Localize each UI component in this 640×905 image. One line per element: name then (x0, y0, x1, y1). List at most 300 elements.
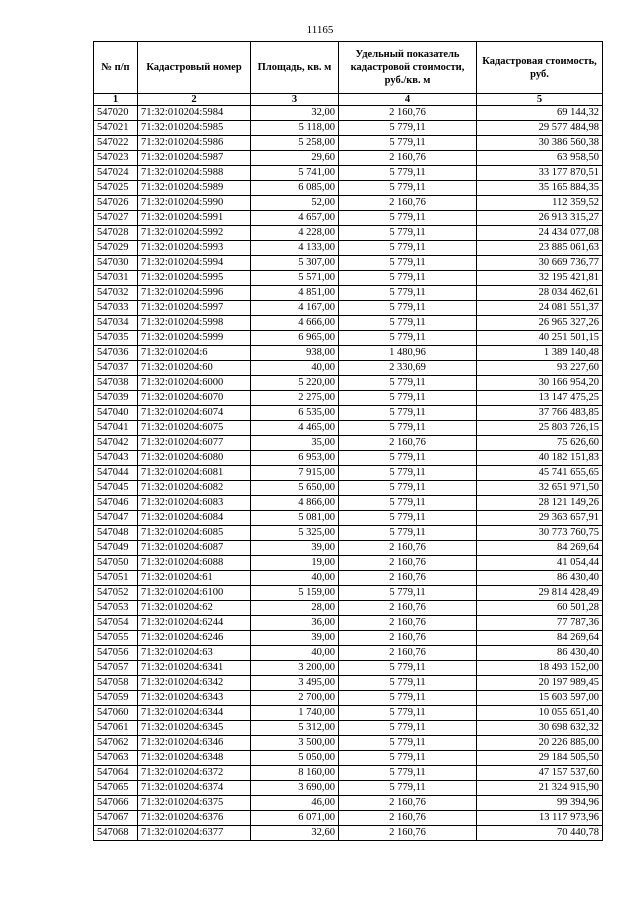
cadastral-value-cell: 18 493 152,00 (477, 661, 603, 676)
area-cell: 5 741,00 (251, 166, 339, 181)
area-cell: 6 535,00 (251, 406, 339, 421)
area-cell: 5 220,00 (251, 376, 339, 391)
table-row (94, 556, 603, 571)
unit-value-cell: 2 160,76 (339, 151, 477, 166)
cadastral-number-cell: 71:32:010204:5996 (138, 286, 251, 301)
cadastral-number-cell: 71:32:010204:6374 (138, 781, 251, 796)
cadastral-value-cell: 1 389 140,48 (477, 346, 603, 361)
area-cell: 46,00 (251, 796, 339, 811)
cadastral-value-cell: 29 814 428,49 (477, 586, 603, 601)
row-number-cell: 547038 (94, 376, 138, 391)
unit-value-cell: 5 779,11 (339, 391, 477, 406)
row-number-cell: 547046 (94, 496, 138, 511)
table-row (94, 751, 603, 766)
unit-value-cell: 5 779,11 (339, 211, 477, 226)
row-number-cell: 547064 (94, 766, 138, 781)
row-number-cell: 547047 (94, 511, 138, 526)
table-row (94, 781, 603, 796)
row-number-cell: 547036 (94, 346, 138, 361)
cadastral-value-cell: 13 117 973,96 (477, 811, 603, 826)
table-row (94, 436, 603, 451)
row-number-cell: 547026 (94, 196, 138, 211)
row-number-cell: 547031 (94, 271, 138, 286)
cadastral-number-cell: 71:32:010204:5985 (138, 121, 251, 136)
row-number-cell: 547041 (94, 421, 138, 436)
unit-value-cell: 5 779,11 (339, 376, 477, 391)
table-row (94, 421, 603, 436)
unit-value-cell: 5 779,11 (339, 451, 477, 466)
table-row (94, 241, 603, 256)
cadastral-number-cell: 71:32:010204:5994 (138, 256, 251, 271)
cadastral-table (93, 41, 603, 841)
table-row (94, 571, 603, 586)
unit-value-cell: 5 779,11 (339, 766, 477, 781)
cadastral-value-cell: 40 182 151,83 (477, 451, 603, 466)
area-cell: 938,00 (251, 346, 339, 361)
table-row (94, 826, 603, 841)
cadastral-number-cell: 71:32:010204:5993 (138, 241, 251, 256)
cadastral-value-cell: 32 195 421,81 (477, 271, 603, 286)
area-cell: 40,00 (251, 571, 339, 586)
table-row (94, 106, 603, 121)
unit-value-cell: 5 779,11 (339, 121, 477, 136)
unit-value-cell: 5 779,11 (339, 301, 477, 316)
table-row (94, 451, 603, 466)
cadastral-value-cell: 41 054,44 (477, 556, 603, 571)
cadastral-number-cell: 71:32:010204:5989 (138, 181, 251, 196)
row-number-cell: 547050 (94, 556, 138, 571)
row-number-cell: 547029 (94, 241, 138, 256)
unit-value-cell: 5 779,11 (339, 136, 477, 151)
cadastral-value-cell: 45 741 655,65 (477, 466, 603, 481)
area-cell: 5 307,00 (251, 256, 339, 271)
row-number-cell: 547056 (94, 646, 138, 661)
unit-value-cell: 2 330,69 (339, 361, 477, 376)
cadastral-value-cell: 20 197 989,45 (477, 676, 603, 691)
unit-value-cell: 5 779,11 (339, 661, 477, 676)
cadastral-value-cell: 30 166 954,20 (477, 376, 603, 391)
row-number-cell: 547066 (94, 796, 138, 811)
table-row (94, 166, 603, 181)
cadastral-value-cell: 30 386 560,38 (477, 136, 603, 151)
cadastral-number-cell: 71:32:010204:5997 (138, 301, 251, 316)
unit-value-cell: 2 160,76 (339, 571, 477, 586)
cadastral-number-cell: 71:32:010204:5988 (138, 166, 251, 181)
unit-value-cell: 5 779,11 (339, 316, 477, 331)
cadastral-number-cell: 71:32:010204:6348 (138, 751, 251, 766)
cadastral-number-cell: 71:32:010204:5990 (138, 196, 251, 211)
cadastral-number-cell: 71:32:010204:5991 (138, 211, 251, 226)
row-number-cell: 547037 (94, 361, 138, 376)
table-row (94, 676, 603, 691)
table-row (94, 361, 603, 376)
unit-value-cell: 2 160,76 (339, 796, 477, 811)
area-cell: 4 851,00 (251, 286, 339, 301)
unit-value-cell: 5 779,11 (339, 751, 477, 766)
table-row (94, 331, 603, 346)
cadastral-number-cell: 71:32:010204:6070 (138, 391, 251, 406)
unit-value-cell: 5 779,11 (339, 271, 477, 286)
table-row (94, 316, 603, 331)
table-row (94, 181, 603, 196)
row-number-cell: 547045 (94, 481, 138, 496)
header-area: Площадь, кв. м (251, 42, 339, 94)
cadastral-value-cell: 40 251 501,15 (477, 331, 603, 346)
area-cell: 29,60 (251, 151, 339, 166)
unit-value-cell: 5 779,11 (339, 331, 477, 346)
row-number-cell: 547030 (94, 256, 138, 271)
area-cell: 39,00 (251, 631, 339, 646)
unit-value-cell: 5 779,11 (339, 406, 477, 421)
cadastral-value-cell: 26 965 327,26 (477, 316, 603, 331)
cadastral-number-cell: 71:32:010204:6372 (138, 766, 251, 781)
row-number-cell: 547062 (94, 736, 138, 751)
table-body (94, 106, 603, 841)
row-number-cell: 547042 (94, 436, 138, 451)
cadastral-number-cell: 71:32:010204:6084 (138, 511, 251, 526)
cadastral-value-cell: 28 121 149,26 (477, 496, 603, 511)
column-number: 1 (94, 94, 138, 106)
row-number-cell: 547025 (94, 181, 138, 196)
cadastral-value-cell: 25 803 726,15 (477, 421, 603, 436)
table-row (94, 811, 603, 826)
table-row (94, 466, 603, 481)
row-number-cell: 547060 (94, 706, 138, 721)
table-row (94, 226, 603, 241)
table-row (94, 541, 603, 556)
table-row (94, 196, 603, 211)
unit-value-cell: 5 779,11 (339, 421, 477, 436)
cadastral-value-cell: 77 787,36 (477, 616, 603, 631)
row-number-cell: 547023 (94, 151, 138, 166)
cadastral-value-cell: 10 055 651,40 (477, 706, 603, 721)
unit-value-cell: 5 779,11 (339, 721, 477, 736)
row-number-cell: 547027 (94, 211, 138, 226)
row-number-cell: 547021 (94, 121, 138, 136)
area-cell: 6 071,00 (251, 811, 339, 826)
cadastral-number-cell: 71:32:010204:6376 (138, 811, 251, 826)
cadastral-value-cell: 20 226 885,00 (477, 736, 603, 751)
unit-value-cell: 5 779,11 (339, 676, 477, 691)
cadastral-value-cell: 84 269,64 (477, 631, 603, 646)
row-number-cell: 547033 (94, 301, 138, 316)
row-number-cell: 547024 (94, 166, 138, 181)
cadastral-value-cell: 99 394,96 (477, 796, 603, 811)
unit-value-cell: 5 779,11 (339, 736, 477, 751)
cadastral-number-cell: 71:32:010204:6375 (138, 796, 251, 811)
unit-value-cell: 2 160,76 (339, 196, 477, 211)
cadastral-value-cell: 29 577 484,98 (477, 121, 603, 136)
table-row (94, 766, 603, 781)
header-row (94, 42, 603, 94)
cadastral-number-cell: 71:32:010204:6343 (138, 691, 251, 706)
row-number-cell: 547053 (94, 601, 138, 616)
unit-value-cell: 5 779,11 (339, 286, 477, 301)
cadastral-value-cell: 69 144,32 (477, 106, 603, 121)
area-cell: 2 275,00 (251, 391, 339, 406)
cadastral-number-cell: 71:32:010204:6077 (138, 436, 251, 451)
table-row (94, 511, 603, 526)
cadastral-number-cell: 71:32:010204:5984 (138, 106, 251, 121)
unit-value-cell: 5 779,11 (339, 526, 477, 541)
row-number-cell: 547057 (94, 661, 138, 676)
column-number: 2 (138, 94, 251, 106)
unit-value-cell: 5 779,11 (339, 481, 477, 496)
table-row (94, 721, 603, 736)
unit-value-cell: 5 779,11 (339, 511, 477, 526)
cadastral-number-cell: 71:32:010204:5999 (138, 331, 251, 346)
cadastral-value-cell: 63 958,50 (477, 151, 603, 166)
area-cell: 3 200,00 (251, 661, 339, 676)
cadastral-number-cell: 71:32:010204:6342 (138, 676, 251, 691)
cadastral-number-cell: 71:32:010204:6345 (138, 721, 251, 736)
unit-value-cell: 5 779,11 (339, 256, 477, 271)
row-number-cell: 547040 (94, 406, 138, 421)
row-number-cell: 547068 (94, 826, 138, 841)
area-cell: 5 571,00 (251, 271, 339, 286)
cadastral-value-cell: 84 269,64 (477, 541, 603, 556)
cadastral-number-cell: 71:32:010204:6081 (138, 466, 251, 481)
table-row (94, 736, 603, 751)
cadastral-value-cell: 86 430,40 (477, 646, 603, 661)
area-cell: 3 690,00 (251, 781, 339, 796)
area-cell: 32,00 (251, 106, 339, 121)
column-number: 3 (251, 94, 339, 106)
row-number-cell: 547067 (94, 811, 138, 826)
table-row (94, 526, 603, 541)
cadastral-value-cell: 29 363 657,91 (477, 511, 603, 526)
unit-value-cell: 2 160,76 (339, 541, 477, 556)
cadastral-number-cell: 71:32:010204:5992 (138, 226, 251, 241)
area-cell: 39,00 (251, 541, 339, 556)
cadastral-number-cell: 71:32:010204:6085 (138, 526, 251, 541)
table-row (94, 286, 603, 301)
cadastral-value-cell: 21 324 915,90 (477, 781, 603, 796)
unit-value-cell: 2 160,76 (339, 811, 477, 826)
table-row (94, 271, 603, 286)
cadastral-number-cell: 71:32:010204:63 (138, 646, 251, 661)
area-cell: 5 325,00 (251, 526, 339, 541)
unit-value-cell: 5 779,11 (339, 691, 477, 706)
area-cell: 5 081,00 (251, 511, 339, 526)
table-row (94, 631, 603, 646)
cadastral-value-cell: 47 157 537,60 (477, 766, 603, 781)
cadastral-number-cell: 71:32:010204:6341 (138, 661, 251, 676)
row-number-cell: 547043 (94, 451, 138, 466)
unit-value-cell: 5 779,11 (339, 706, 477, 721)
area-cell: 4 866,00 (251, 496, 339, 511)
area-cell: 28,00 (251, 601, 339, 616)
row-number-cell: 547028 (94, 226, 138, 241)
area-cell: 4 228,00 (251, 226, 339, 241)
row-number-cell: 547048 (94, 526, 138, 541)
table-row (94, 301, 603, 316)
unit-value-cell: 2 160,76 (339, 601, 477, 616)
unit-value-cell: 5 779,11 (339, 586, 477, 601)
table-row (94, 256, 603, 271)
area-cell: 5 650,00 (251, 481, 339, 496)
table-row (94, 661, 603, 676)
table-row (94, 586, 603, 601)
unit-value-cell: 2 160,76 (339, 631, 477, 646)
unit-value-cell: 5 779,11 (339, 226, 477, 241)
area-cell: 3 495,00 (251, 676, 339, 691)
table-row (94, 706, 603, 721)
row-number-cell: 547044 (94, 466, 138, 481)
area-cell: 6 953,00 (251, 451, 339, 466)
cadastral-value-cell: 30 669 736,77 (477, 256, 603, 271)
table-row (94, 211, 603, 226)
area-cell: 5 258,00 (251, 136, 339, 151)
row-number-cell: 547054 (94, 616, 138, 631)
cadastral-value-cell: 60 501,28 (477, 601, 603, 616)
unit-value-cell: 1 480,96 (339, 346, 477, 361)
row-number-cell: 547020 (94, 106, 138, 121)
area-cell: 4 465,00 (251, 421, 339, 436)
cadastral-number-cell: 71:32:010204:6246 (138, 631, 251, 646)
cadastral-value-cell: 24 081 551,37 (477, 301, 603, 316)
table-row (94, 691, 603, 706)
header-row-number: № п/п (94, 42, 138, 94)
area-cell: 4 167,00 (251, 301, 339, 316)
area-cell: 4 666,00 (251, 316, 339, 331)
area-cell: 7 915,00 (251, 466, 339, 481)
area-cell: 4 133,00 (251, 241, 339, 256)
header-cadastral-number: Кадастровый номер (138, 42, 251, 94)
column-number-row (94, 94, 603, 106)
table-row (94, 616, 603, 631)
unit-value-cell: 5 779,11 (339, 781, 477, 796)
cadastral-number-cell: 71:32:010204:6 (138, 346, 251, 361)
table-row (94, 151, 603, 166)
area-cell: 1 740,00 (251, 706, 339, 721)
area-cell: 5 118,00 (251, 121, 339, 136)
row-number-cell: 547061 (94, 721, 138, 736)
cadastral-value-cell: 93 227,60 (477, 361, 603, 376)
table-row (94, 406, 603, 421)
page-number: 11165 (306, 24, 334, 36)
area-cell: 5 159,00 (251, 586, 339, 601)
cadastral-number-cell: 71:32:010204:5986 (138, 136, 251, 151)
row-number-cell: 547034 (94, 316, 138, 331)
row-number-cell: 547022 (94, 136, 138, 151)
area-cell: 2 700,00 (251, 691, 339, 706)
cadastral-number-cell: 71:32:010204:62 (138, 601, 251, 616)
column-number: 4 (339, 94, 477, 106)
cadastral-number-cell: 71:32:010204:6100 (138, 586, 251, 601)
cadastral-number-cell: 71:32:010204:61 (138, 571, 251, 586)
cadastral-value-cell: 112 359,52 (477, 196, 603, 211)
table-row (94, 496, 603, 511)
cadastral-number-cell: 71:32:010204:6083 (138, 496, 251, 511)
area-cell: 52,00 (251, 196, 339, 211)
cadastral-number-cell: 71:32:010204:5995 (138, 271, 251, 286)
table-row (94, 601, 603, 616)
area-cell: 36,00 (251, 616, 339, 631)
unit-value-cell: 2 160,76 (339, 436, 477, 451)
cadastral-value-cell: 28 034 462,61 (477, 286, 603, 301)
unit-value-cell: 2 160,76 (339, 616, 477, 631)
area-cell: 5 050,00 (251, 751, 339, 766)
table-row (94, 121, 603, 136)
area-cell: 6 085,00 (251, 181, 339, 196)
header-unit-value: Удельный показатель кадастровой стоимости, руб./кв. м (339, 42, 477, 94)
column-number: 5 (477, 94, 603, 106)
cadastral-number-cell: 71:32:010204:6087 (138, 541, 251, 556)
area-cell: 40,00 (251, 361, 339, 376)
cadastral-number-cell: 71:32:010204:6082 (138, 481, 251, 496)
area-cell: 32,60 (251, 826, 339, 841)
cadastral-number-cell: 71:32:010204:6244 (138, 616, 251, 631)
area-cell: 4 657,00 (251, 211, 339, 226)
cadastral-number-cell: 71:32:010204:6000 (138, 376, 251, 391)
cadastral-value-cell: 26 913 315,27 (477, 211, 603, 226)
unit-value-cell: 5 779,11 (339, 166, 477, 181)
cadastral-number-cell: 71:32:010204:5998 (138, 316, 251, 331)
row-number-cell: 547051 (94, 571, 138, 586)
row-number-cell: 547052 (94, 586, 138, 601)
table-row (94, 346, 603, 361)
cadastral-number-cell: 71:32:010204:6377 (138, 826, 251, 841)
cadastral-number-cell: 71:32:010204:60 (138, 361, 251, 376)
table-row (94, 136, 603, 151)
cadastral-number-cell: 71:32:010204:6080 (138, 451, 251, 466)
area-cell: 6 965,00 (251, 331, 339, 346)
table-row (94, 391, 603, 406)
cadastral-value-cell: 13 147 475,25 (477, 391, 603, 406)
unit-value-cell: 2 160,76 (339, 826, 477, 841)
table-row (94, 376, 603, 391)
cadastral-value-cell: 23 885 061,63 (477, 241, 603, 256)
row-number-cell: 547065 (94, 781, 138, 796)
cadastral-value-cell: 70 440,78 (477, 826, 603, 841)
cadastral-number-cell: 71:32:010204:5987 (138, 151, 251, 166)
unit-value-cell: 5 779,11 (339, 241, 477, 256)
unit-value-cell: 5 779,11 (339, 181, 477, 196)
row-number-cell: 547059 (94, 691, 138, 706)
cadastral-value-cell: 30 698 632,32 (477, 721, 603, 736)
cadastral-number-cell: 71:32:010204:6075 (138, 421, 251, 436)
cadastral-value-cell: 75 626,60 (477, 436, 603, 451)
unit-value-cell: 2 160,76 (339, 556, 477, 571)
unit-value-cell: 2 160,76 (339, 646, 477, 661)
area-cell: 19,00 (251, 556, 339, 571)
cadastral-value-cell: 35 165 884,35 (477, 181, 603, 196)
cadastral-value-cell: 37 766 483,85 (477, 406, 603, 421)
cadastral-number-cell: 71:32:010204:6088 (138, 556, 251, 571)
unit-value-cell: 5 779,11 (339, 496, 477, 511)
cadastral-value-cell: 86 430,40 (477, 571, 603, 586)
table-row (94, 481, 603, 496)
unit-value-cell: 5 779,11 (339, 466, 477, 481)
row-number-cell: 547032 (94, 286, 138, 301)
row-number-cell: 547055 (94, 631, 138, 646)
cadastral-value-cell: 15 603 597,00 (477, 691, 603, 706)
row-number-cell: 547035 (94, 331, 138, 346)
table-row (94, 646, 603, 661)
row-number-cell: 547063 (94, 751, 138, 766)
row-number-cell: 547049 (94, 541, 138, 556)
row-number-cell: 547039 (94, 391, 138, 406)
cadastral-value-cell: 33 177 870,51 (477, 166, 603, 181)
cadastral-value-cell: 30 773 760,75 (477, 526, 603, 541)
cadastral-value-cell: 32 651 971,50 (477, 481, 603, 496)
header-cadastral-value: Кадастровая стоимость, руб. (477, 42, 603, 94)
cadastral-number-cell: 71:32:010204:6346 (138, 736, 251, 751)
area-cell: 40,00 (251, 646, 339, 661)
area-cell: 35,00 (251, 436, 339, 451)
area-cell: 5 312,00 (251, 721, 339, 736)
